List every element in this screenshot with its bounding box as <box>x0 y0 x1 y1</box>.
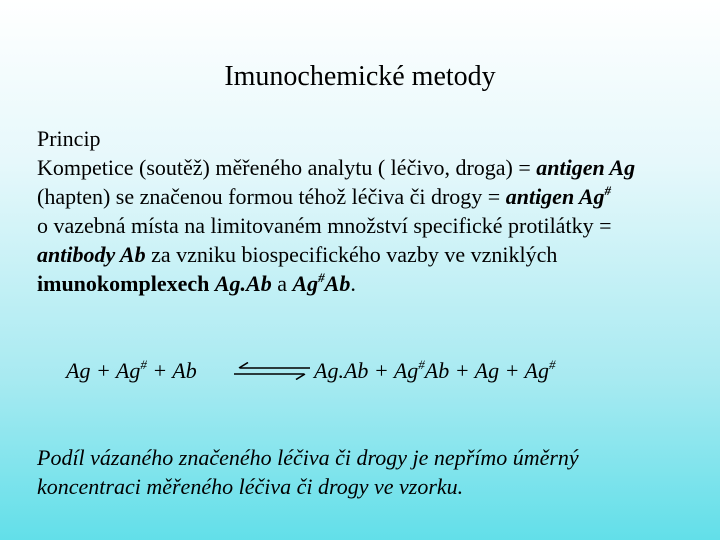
conclusion-line-1: Podíl vázaného značeného léčiva či drogy je nepřímo úměrný <box>37 445 579 470</box>
complex-ab: Ab <box>324 271 351 296</box>
text-run: a <box>271 271 293 296</box>
principle-text <box>37 124 697 298</box>
complex-agab: Ag.Ab <box>214 271 272 296</box>
text-run: Kompetice (soutěž) měřeného analytu ( léčivo, droga) = <box>37 155 537 180</box>
text-run: + Ab <box>146 358 197 383</box>
hash-superscript: # <box>318 269 325 285</box>
text-run: . <box>350 271 356 296</box>
principle-line-6 <box>37 269 697 298</box>
antibody-term: antibody Ab <box>37 242 146 267</box>
reaction-equation <box>66 355 686 387</box>
antigen-term: antigen Ag <box>536 155 636 180</box>
principle-heading: Princip <box>37 126 101 151</box>
principle-line-3 <box>37 182 697 211</box>
hash-superscript: # <box>604 182 612 198</box>
complex-ag-labeled: Ag <box>292 271 319 296</box>
text-run: Ab + Ag + Ag <box>424 358 549 383</box>
hash-superscript: # <box>418 356 425 372</box>
conclusion-line-2: koncentraci měřeného léčiva či drogy ve vzorku. <box>37 474 464 499</box>
equilibrium-arrow-icon <box>234 362 310 380</box>
text-run: za vzniku biospecifického vazby ve vzniklých <box>145 242 558 267</box>
equation-reactants <box>66 355 197 387</box>
hash-superscript: # <box>548 356 556 372</box>
text-run: (hapten) se značenou formou téhož léčiva či drogy = <box>37 184 506 209</box>
slide-title: Imunochemické metody <box>224 61 496 92</box>
text-run: Ag.Ab + Ag <box>314 358 419 383</box>
labeled-antigen-term: antigen Ag <box>505 184 605 209</box>
principle-line-4: o vazebná místa na limitovaném množství specifické protilátky = <box>37 213 612 238</box>
principle-line-5 <box>37 240 697 269</box>
equation-products <box>314 355 555 387</box>
hash-superscript: # <box>140 356 147 372</box>
principle-line-2 <box>37 153 697 182</box>
immunocomplex-term: imunokomplexech <box>37 271 215 296</box>
text-run: Ag + Ag <box>66 358 141 383</box>
conclusion-text <box>37 443 697 501</box>
